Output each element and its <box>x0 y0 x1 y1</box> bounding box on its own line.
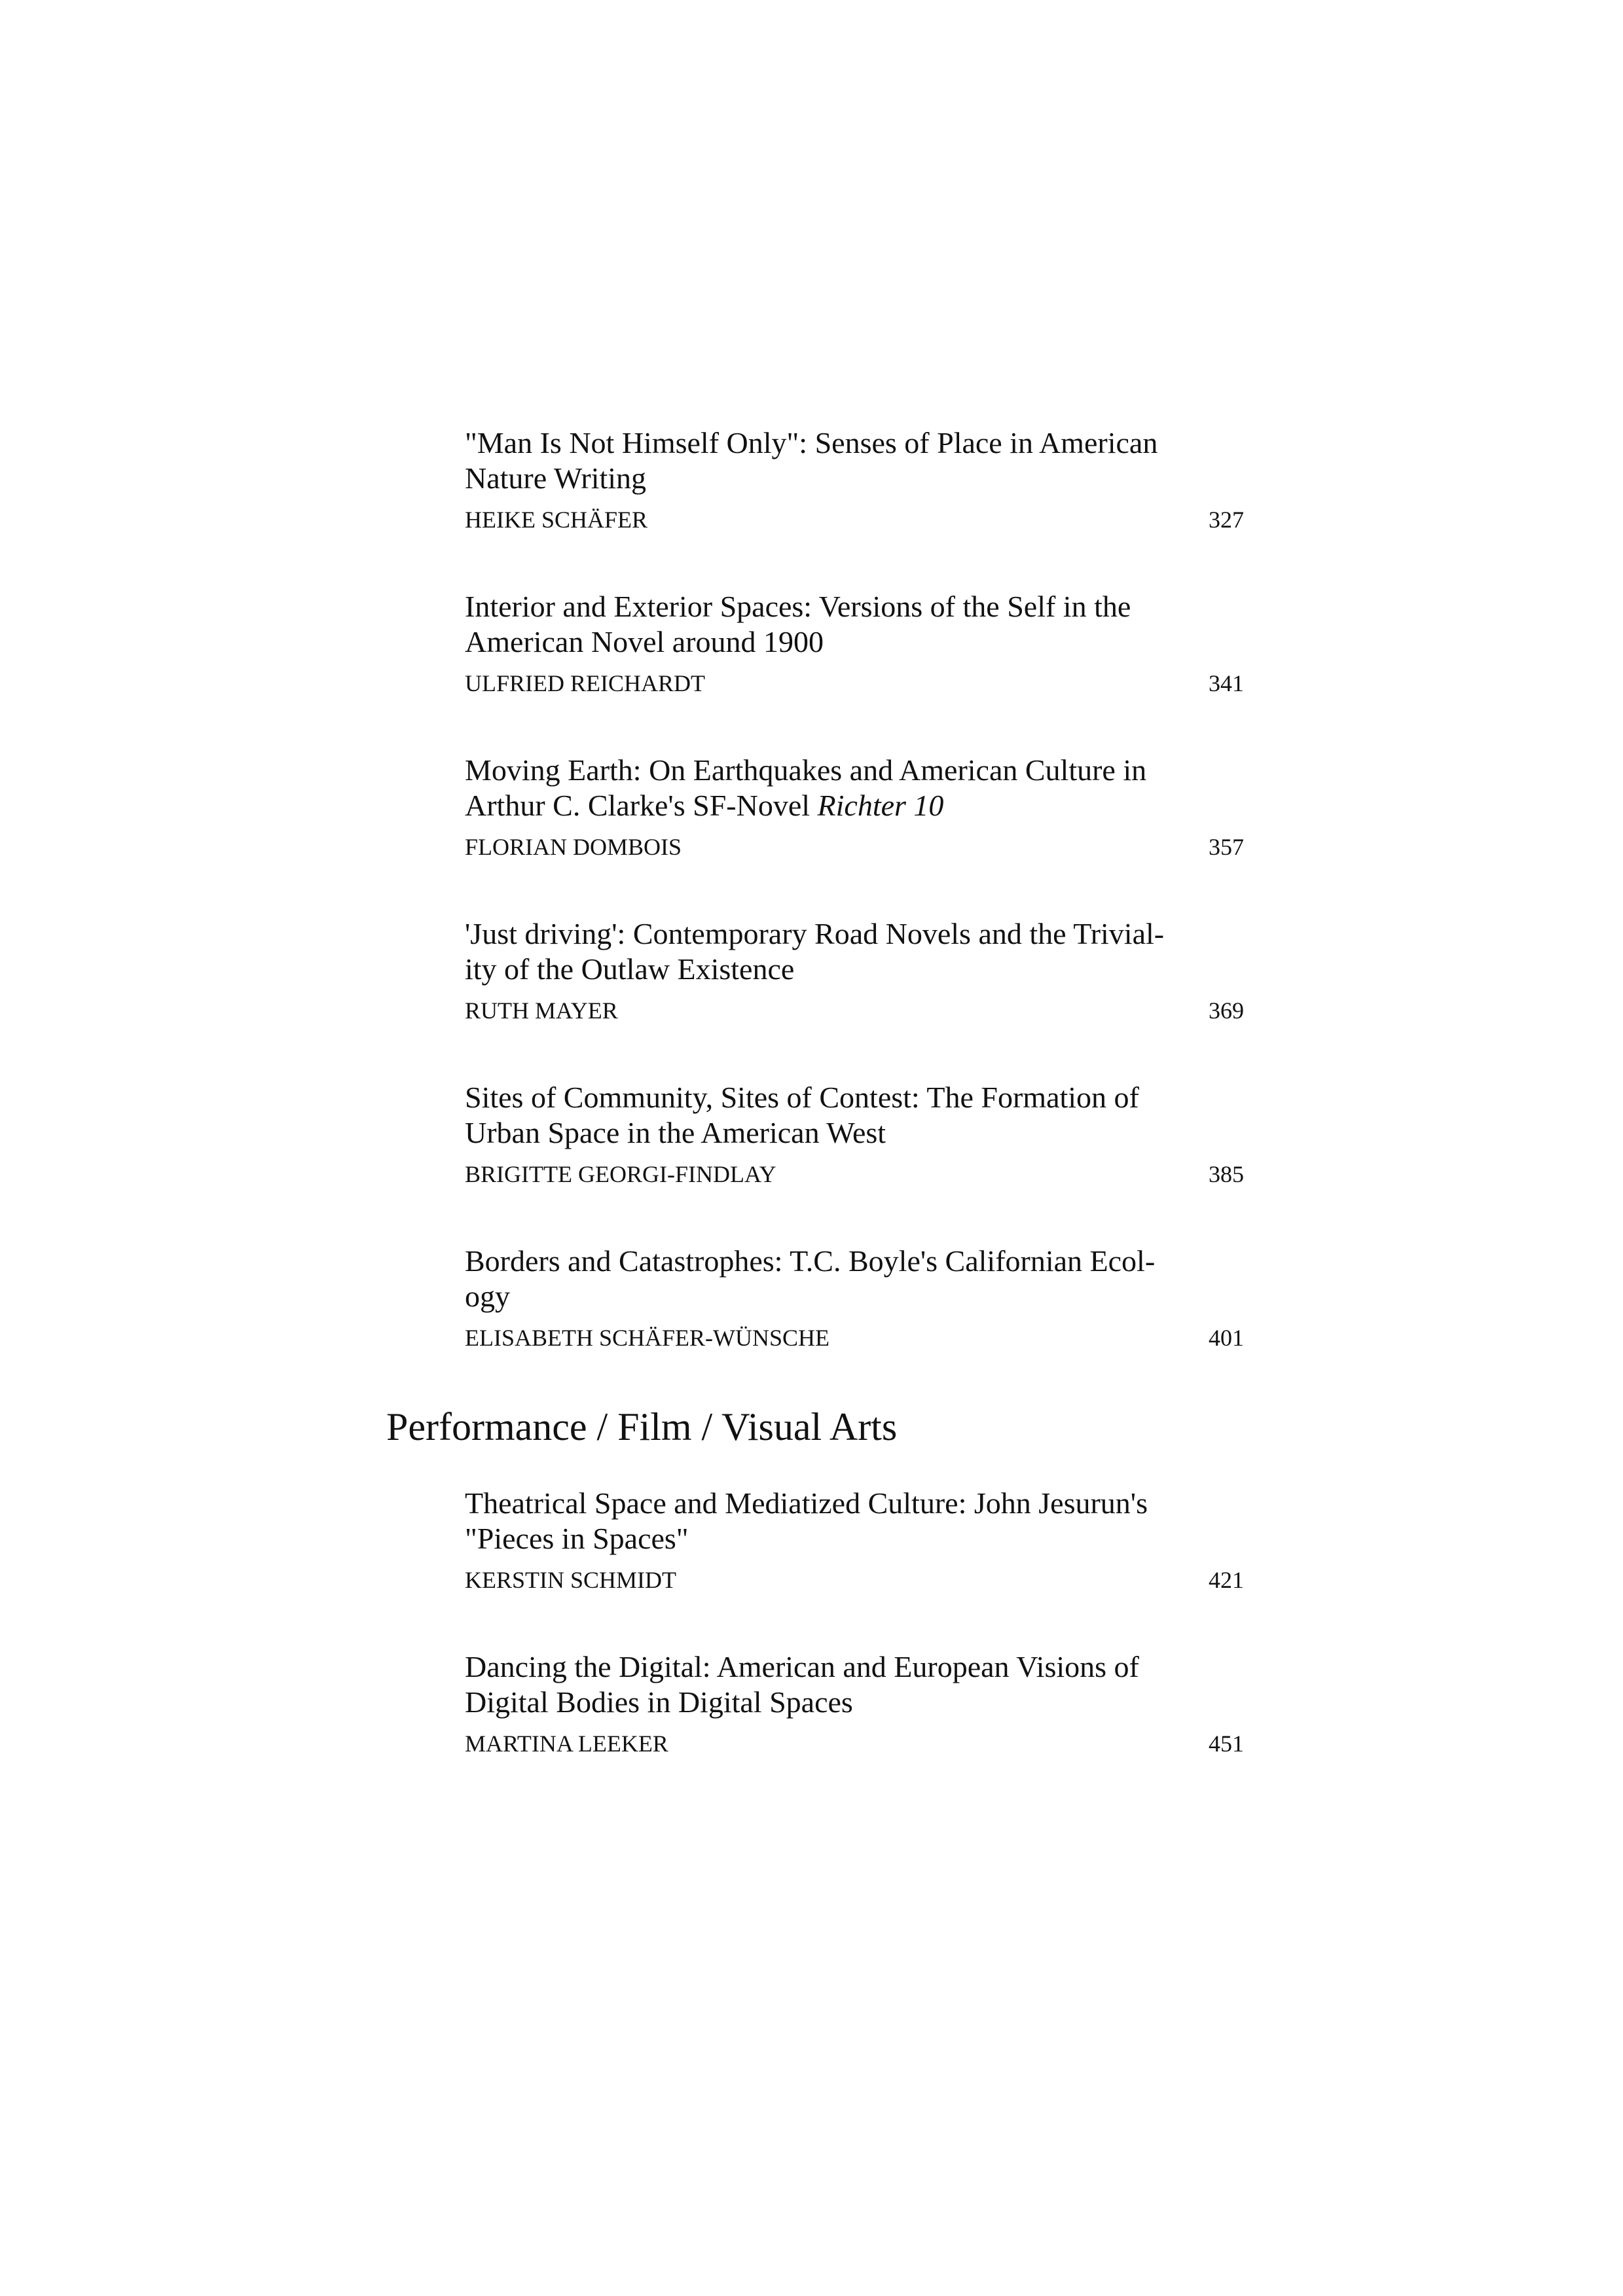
entry-title-line2: Digital Bodies in Digital Spaces <box>465 1685 853 1719</box>
entry-title-line2: ogy <box>465 1280 510 1313</box>
entry-title <box>465 1649 1198 1720</box>
entry-page-number: 421 <box>1209 1567 1244 1593</box>
entry-meta <box>465 507 1244 533</box>
entry-meta <box>465 1325 1244 1351</box>
entry-title <box>465 425 1198 496</box>
entry-title <box>465 753 1198 823</box>
toc-entry <box>465 589 1244 696</box>
toc-entry <box>465 753 1244 860</box>
entry-title-line1: Borders and Catastrophes: T.C. Boyle's Californian Ecol- <box>465 1244 1156 1278</box>
entry-author: KERSTIN SCHMIDT <box>465 1567 677 1593</box>
entry-meta <box>465 1161 1244 1187</box>
entry-page-number: 341 <box>1209 670 1244 696</box>
toc-entry <box>465 916 1244 1024</box>
toc-entry <box>465 1486 1244 1593</box>
entry-author: FLORIAN DOMBOIS <box>465 834 682 860</box>
entry-title <box>465 916 1198 987</box>
entry-title-line1: 'Just driving': Contemporary Road Novels and the Trivial- <box>465 917 1165 950</box>
entry-title-line2: Urban Space in the American West <box>465 1116 886 1149</box>
entry-author: HEIKE SCHÄFER <box>465 507 648 533</box>
entry-title <box>465 589 1198 660</box>
entry-title-line1: Moving Earth: On Earthquakes and American Culture in <box>465 753 1147 787</box>
entry-meta <box>465 1731 1244 1757</box>
entry-page-number: 369 <box>1209 997 1244 1024</box>
entry-title-line1: Interior and Exterior Spaces: Versions of the Self in the <box>465 590 1131 623</box>
entry-page-number: 357 <box>1209 834 1244 860</box>
entry-page-number: 327 <box>1209 507 1244 533</box>
entry-title-line1: Sites of Community, Sites of Contest: The Formation of <box>465 1081 1139 1114</box>
entry-author: MARTINA LEEKER <box>465 1731 668 1757</box>
entry-author: BRIGITTE GEORGI-FINDLAY <box>465 1161 776 1187</box>
entry-author: ELISABETH SCHÄFER-WÜNSCHE <box>465 1325 830 1351</box>
entry-author: ULFRIED REICHARDT <box>465 670 705 696</box>
toc-entry <box>465 425 1244 533</box>
entry-title-line2: "Pieces in Spaces" <box>465 1522 689 1555</box>
entry-title-line2: Nature Writing <box>465 461 647 495</box>
entry-title <box>465 1080 1198 1151</box>
toc-entry <box>465 1244 1244 1351</box>
entry-meta <box>465 997 1244 1024</box>
section-heading: Performance / Film / Visual Arts <box>386 1405 898 1448</box>
entry-page-number: 385 <box>1209 1161 1244 1187</box>
toc-entry <box>465 1649 1244 1757</box>
entry-meta <box>465 670 1244 696</box>
entry-title-line2: ity of the Outlaw Existence <box>465 952 795 986</box>
entry-meta <box>465 834 1244 860</box>
toc-entry <box>465 1080 1244 1187</box>
entry-title-line1: "Man Is Not Himself Only": Senses of Place in American <box>465 426 1158 459</box>
entry-title-line1: Theatrical Space and Mediatized Culture: John Jesurun's <box>465 1486 1148 1520</box>
entry-author: RUTH MAYER <box>465 997 618 1024</box>
entry-title <box>465 1486 1198 1556</box>
entry-meta <box>465 1567 1244 1593</box>
entry-title <box>465 1244 1198 1314</box>
entry-title-italic: Richter 10 <box>817 789 944 822</box>
entry-title-line2-prefix: Arthur C. Clarke's SF-Novel <box>465 789 818 822</box>
entry-title-line2: American Novel around 1900 <box>465 625 824 658</box>
entry-title-line1: Dancing the Digital: American and European Visions of <box>465 1650 1139 1683</box>
entry-page-number: 401 <box>1209 1325 1244 1351</box>
entry-page-number: 451 <box>1209 1731 1244 1757</box>
